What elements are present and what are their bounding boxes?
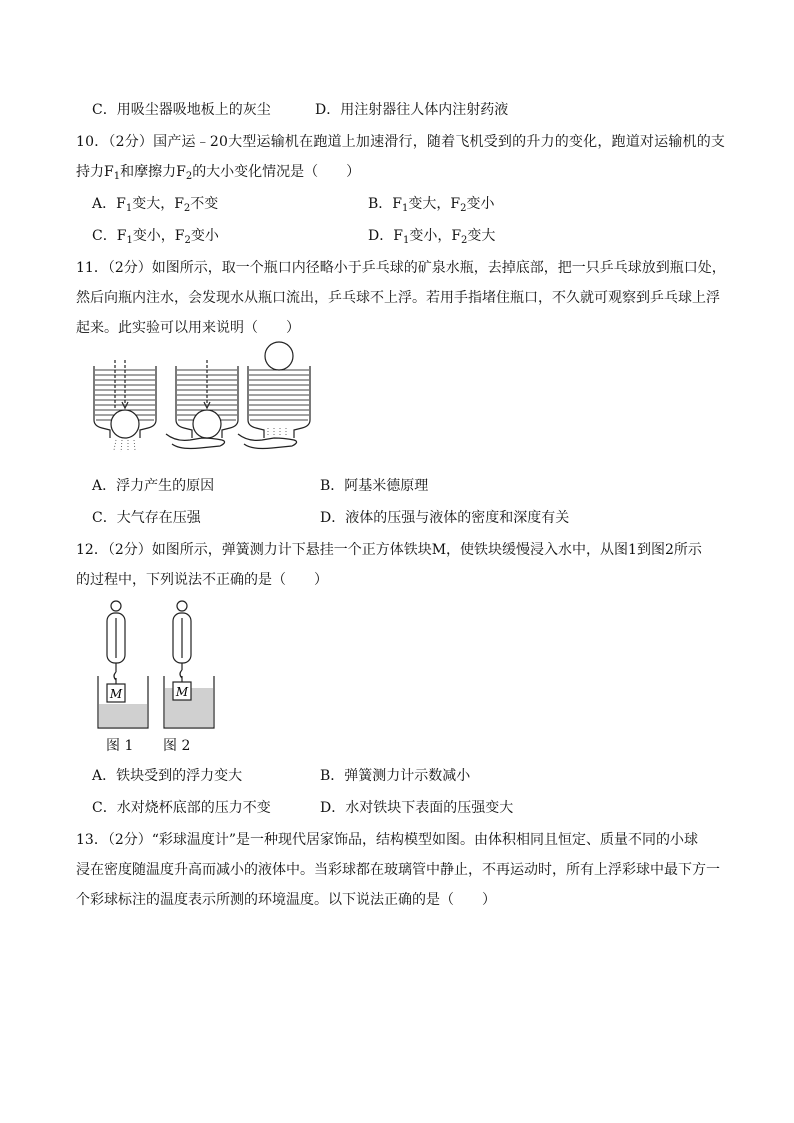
- q12-figure-1-caption: 图 1: [106, 738, 134, 754]
- q13-stem-line2: 浸在密度随温度升高而减小的液体中。当彩球都在玻璃管中静止，不再运动时，所有上浮彩球中最下方一: [76, 862, 720, 878]
- q10-option-b: B．$F_1$变大，$F_2$变小: [368, 196, 495, 214]
- q11-option-d: D．液体的压强与液体的密度和深度有关: [320, 510, 570, 526]
- q11-option-b: B．阿基米德原理: [320, 478, 429, 494]
- q11-option-a: A．浮力产生的原因: [92, 478, 215, 494]
- q11-option-c: C．大气存在压强: [92, 510, 201, 526]
- q10-stem-line1: 10．（2分）国产运﹣20大型运输机在跑道上加速滑行，随着飞机受到的升力的变化，跑道对运输机的支: [76, 134, 726, 150]
- q12-option-b: B．弹簧测力计示数减小: [320, 768, 471, 784]
- q12-stem-line2: 的过程中，下列说法不正确的是（ ）: [76, 572, 328, 588]
- q9-option-c: C．用吸尘器吸地板上的灰尘: [92, 102, 271, 118]
- q11-stem-line1: 11．（2分）如图所示，取一个瓶口内径略小于乒乓球的矿泉水瓶，去掉底部，把一只乒乓球放到瓶口处，: [76, 260, 726, 276]
- q12-figure-1: [96, 600, 152, 730]
- q12-option-a: A．铁块受到的浮力变大: [92, 768, 243, 784]
- q12-block-label-fig2: M: [175, 685, 189, 699]
- q12-option-c: C．水对烧杯底部的压力不变: [92, 800, 271, 816]
- q10-option-d: D．$F_1$变小，$F_2$变大: [368, 228, 496, 246]
- q10-option-a: A．$F_1$变大，$F_2$不变: [92, 196, 219, 214]
- q11-stem-line2: 然后向瓶内注水，会发现水从瓶口流出，乒乓球不上浮。若用手指堵住瓶口，不久就可观察到乒乓球上浮: [76, 290, 720, 306]
- q10-stem-line2: 持力$F_1$和摩擦力$F_2$的大小变化情况是（ ）: [76, 164, 361, 182]
- q13-stem-line3: 个彩球标注的温度表示所测的环境温度。以下说法正确的是（ ）: [76, 892, 496, 908]
- q11-bottle-figure: [80, 342, 320, 454]
- q12-figure-2-caption: 图 2: [163, 738, 191, 754]
- q9-option-d: D．用注射器往人体内注射药液: [315, 102, 509, 118]
- q12-block-label-fig1: M: [109, 687, 123, 701]
- q12-option-d: D．水对铁块下表面的压强变大: [320, 800, 514, 816]
- q12-stem-line1: 12．（2分）如图所示，弹簧测力计下悬挂一个正方体铁块M，使铁块缓慢浸入水中，从图1到图2所示: [76, 542, 702, 558]
- q12-figure-2: [162, 600, 218, 730]
- q11-stem-line3: 起来。此实验可以用来说明（ ）: [76, 320, 300, 336]
- q13-stem-line1: 13．（2分）“彩球温度计”是一种现代居家饰品，结构模型如图。由体积相同且恒定、质量不同的小球: [76, 832, 699, 848]
- q10-option-c: C．$F_1$变小，$F_2$变小: [92, 228, 219, 246]
